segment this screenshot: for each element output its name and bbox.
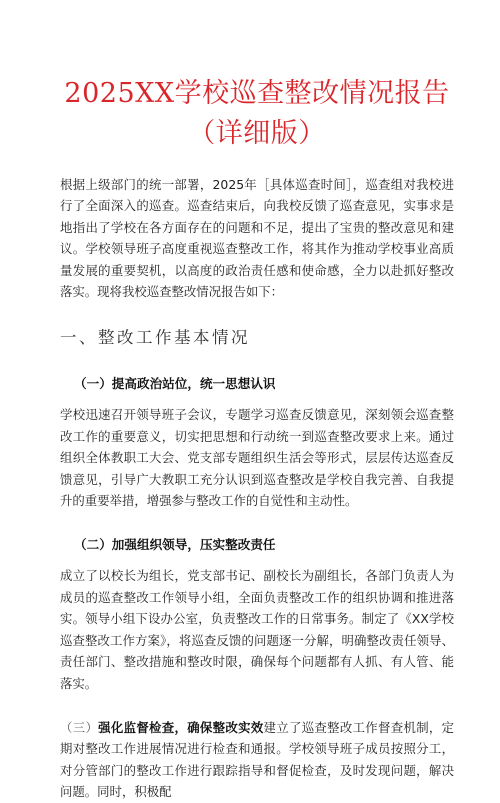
subsection-3-number: （三） — [60, 719, 99, 735]
section-1-heading: 一、整改工作基本情况 — [60, 328, 250, 348]
document-title — [60, 74, 454, 154]
title-line-1: 2025XX学校巡查整改情况报告 — [64, 78, 450, 109]
subsection-2-heading: （二）加强组织领导，压实整改责任 — [74, 537, 276, 553]
subsection-2-body: 成立了以校长为组长，党支部书记、副校长为副组长，各部门负责人为成员的巡查整改工作领导小组，全面负责整改工作的组织协调和推进落实。领导小组下设办公室，负责整改工作的日常事务。制定了《XX学校巡查整改工作方案》，将巡查反馈的问题逐一分解，明确整改责任领导、责任部门、整改措施和整改时限，确保每个问题都有人抓、有人管、能落实。 — [60, 568, 454, 691]
title-line-2: （详细版） — [188, 118, 326, 149]
subsection-3-body: 建立了巡查整改工作督查机制，定期对整改工作进展情况进行检查和通报。学校领导班子成员按照分工，对分管部门的整改工作进行跟踪指导和督促检查，及时发现问题，解决问题。同时，积极配 — [60, 719, 455, 800]
intro-paragraph: 根据上级部门的统一部署，2025年［具体巡查时间］，巡查组对我校进行了全面深入的巡查。巡查结束后，向我校反馈了巡查意见，实事求是地指出了学校在各方面存在的问题和不足，提出了宝贵的整改意见和建议。学校领导班子高度重视巡查整改工作，将其作为推动学校事业高质量发展的重要契机，以高度的政治责任感和使命感，全力以赴抓好整改落实。现将我校巡查整改情况报告如下： — [60, 177, 454, 300]
subsection-1-heading: （一）提高政治站位，统一思想认识 — [74, 376, 276, 392]
subsection-3-lead: 强化监督检查，确保整改实效 — [98, 719, 264, 735]
subsection-3-paragraph — [60, 717, 454, 803]
subsection-1-body: 学校迅速召开领导班子会议，专题学习巡查反馈意见，深刻领会巡查整改工作的重要意义，切实把思想和行动统一到巡查整改要求上来。通过组织全体教职工大会、党支部专题组织生活会等形式，层层传达巡查反馈意见，引导广大教职工充分认识到巡查整改是学校自我完善、自我提升的重要举措，增强参与整改工作的自觉性和主动性。 — [60, 407, 454, 509]
